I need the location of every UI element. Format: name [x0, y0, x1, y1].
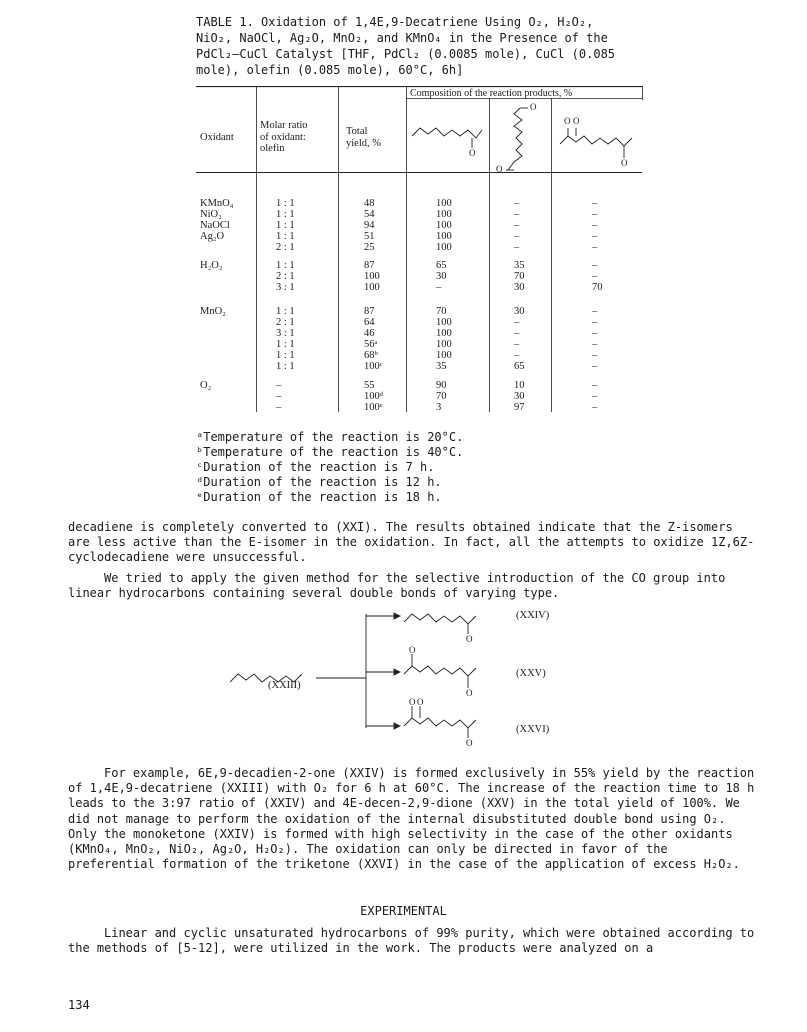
table-cell-yield: 100ᵈ	[364, 391, 384, 402]
table-cell-col-a: 100	[436, 350, 452, 361]
table-cell-col-a: 100	[436, 198, 452, 209]
xxvi-oxo-1: O	[409, 697, 416, 707]
table-cell-oxidant: O₂	[200, 380, 212, 391]
table-cell-col-a: 100	[436, 220, 452, 231]
page-number: 134	[68, 998, 90, 1012]
table-cell-col-a: 100	[436, 209, 452, 220]
footnote-e: ᵉDuration of the reaction is 18 h.	[196, 490, 442, 504]
paragraph-3: For example, 6E,9-decadien-2-one (XXIV) is formed exclusively in 55% yield by the reaction of 1,4E,9-decatriene (XXIII) with O₂ for 6 h at 60°C. The increase of the reaction time to 18 h leads to the 3:97 ratio of (XXIV) and 4E-decen-2,9-dione (XXV) in the total yield of 100%. We did not manage to perform the oxidation of the internal disubstituted double bond using O₂. Only the monoketone (XXIV) is formed with high selectivity in the case of the other oxidants (KMnO₄, MnO₂, NiO₂, Ag₂O, H₂O₂). The oxidation can only be directed in favor of the preferential formation of the triketone (XXVI) in the case of the application of excess H₂O₂.	[68, 766, 755, 872]
table-cell-yield: 51	[364, 231, 375, 242]
table-cell-yield: 100ᵉ	[364, 402, 383, 413]
table-cell-ratio: 1 : 1	[276, 209, 295, 220]
table-cell-yield: 68ᵇ	[364, 350, 378, 361]
table-cell-col-c: –	[592, 242, 598, 253]
paragraph-2: We tried to apply the given method for the selective introduction of the CO group into linear hydrocarbons containing several double bonds of varying type.	[68, 571, 726, 601]
table-cell-ratio: 1 : 1	[276, 350, 295, 361]
table-cell-col-b: –	[514, 339, 520, 350]
footnote-d: ᵈDuration of the reaction is 12 h.	[196, 475, 442, 489]
xxvi-oxo-3: O	[466, 738, 473, 748]
table-cell-ratio: 2 : 1	[276, 317, 295, 328]
product-b-oxo-top: O	[530, 102, 537, 112]
table-cell-col-c: –	[592, 328, 598, 339]
table-cell-col-a: 100	[436, 328, 452, 339]
table-cell-col-b: –	[514, 242, 520, 253]
table-cell-oxidant: NaOCl	[200, 220, 230, 231]
product-a-oxo: O	[469, 148, 476, 158]
table-cell-col-b: –	[514, 328, 520, 339]
table-cell-col-a: 70	[436, 391, 447, 402]
footnote-c: ᶜDuration of the reaction is 7 h.	[196, 460, 435, 474]
paragraph-4: Linear and cyclic unsaturated hydrocarbons of 99% purity, which were obtained according to the methods of [5-12], were utilized in the work. The products were analyzed on a	[68, 926, 755, 956]
header-composition: Composition of the reaction products, %	[410, 88, 573, 99]
table-cell-yield: 55	[364, 380, 375, 391]
table-cell-yield: 54	[364, 209, 375, 220]
header-total-yield: Total yield, %	[346, 126, 381, 149]
table-cell-col-b: 30	[514, 306, 525, 317]
label-xxv: (XXV)	[516, 668, 546, 679]
table-cell-col-a: 35	[436, 361, 447, 372]
table-cell-col-a: 3	[436, 402, 442, 413]
table-cell-col-b: –	[514, 220, 520, 231]
table-cell-ratio: 1 : 1	[276, 339, 295, 350]
table-cell-yield: 87	[364, 306, 375, 317]
product-c-oxo-3: O	[621, 158, 628, 168]
table-cell-col-c: –	[592, 350, 598, 361]
table-cell-col-c: –	[592, 231, 598, 242]
table-cell-ratio: 1 : 1	[276, 220, 295, 231]
footnote-b: ᵇTemperature of the reaction is 40°C.	[196, 445, 464, 459]
table-cell-ratio: –	[276, 391, 282, 402]
table-cell-oxidant: Ag₂O	[200, 231, 225, 242]
table-cell-oxidant: MnO₂	[200, 306, 226, 317]
table-cell-ratio: 1 : 1	[276, 231, 295, 242]
table-cell-col-a: 70	[436, 306, 447, 317]
table-cell-col-b: –	[514, 350, 520, 361]
table-cell-col-c: –	[592, 317, 598, 328]
table-cell-yield: 25	[364, 242, 375, 253]
table-cell-yield: 48	[364, 198, 375, 209]
xxiv-oxo: O	[466, 634, 473, 644]
table-cell-col-b: 70	[514, 271, 525, 282]
table-cell-col-c: –	[592, 220, 598, 231]
table-cell-oxidant: KMnO₄	[200, 198, 234, 209]
label-xxiii: (XXIII)	[268, 680, 301, 691]
table-cell-col-a: 90	[436, 380, 447, 391]
table-cell-ratio: 2 : 1	[276, 271, 295, 282]
product-b-oxo-bottom: O	[496, 164, 503, 174]
table-cell-yield: 100	[364, 282, 380, 293]
table-cell-col-b: 65	[514, 361, 525, 372]
table-cell-ratio: –	[276, 380, 282, 391]
table-cell-col-a: 100	[436, 317, 452, 328]
table-cell-col-c: –	[592, 271, 598, 282]
table-cell-col-b: 97	[514, 402, 525, 413]
table-cell-yield: 100	[364, 271, 380, 282]
table-cell-yield: 87	[364, 260, 375, 271]
label-xxiv: (XXIV)	[516, 610, 550, 621]
table-cell-col-b: –	[514, 209, 520, 220]
table-cell-col-b: –	[514, 231, 520, 242]
label-xxvi: (XXVI)	[516, 724, 550, 735]
table-cell-col-b: 35	[514, 260, 525, 271]
table-cell-col-a: 100	[436, 231, 452, 242]
header-molar-ratio: Molar ratio of oxidant: olefin	[260, 120, 308, 154]
product-c-oxo-2: O	[573, 116, 580, 126]
table-cell-col-c: –	[592, 209, 598, 220]
table-cell-col-b: –	[514, 317, 520, 328]
table-caption: TABLE 1. Oxidation of 1,4E,9-Decatriene Using O₂, H₂O₂, NiO₂, NaOCl, Ag₂O, MnO₂, and KMnO₄ in the Presence of the PdCl₂—CuCl Catalyst [THF, PdCl₂ (0.0085 mole), CuCl (0.085 mole), olefin (0.085 mole), 60°C, 6h]	[196, 15, 616, 77]
product-c-oxo-1: O	[564, 116, 571, 126]
table-cell-col-c: –	[592, 198, 598, 209]
table-cell-col-a: 30	[436, 271, 447, 282]
table-cell-ratio: 1 : 1	[276, 306, 295, 317]
table-cell-col-c: –	[592, 260, 598, 271]
xxv-oxo-2: O	[466, 688, 473, 698]
table-cell-col-b: 30	[514, 282, 525, 293]
footnote-a: ᵃTemperature of the reaction is 20°C.	[196, 430, 464, 444]
paragraph-1: decadiene is completely converted to (XXI). The results obtained indicate that the Z-isomers are less active than the E-isomer in the oxidation. In fact, all the attempts to oxidize 1Z,6Z-cyclodecadiene were unsuccessful.	[68, 520, 755, 565]
table-cell-ratio: 2 : 1	[276, 242, 295, 253]
table-cell-col-b: 10	[514, 380, 525, 391]
table-cell-col-c: 70	[592, 282, 603, 293]
table-cell-yield: 64	[364, 317, 375, 328]
table-cell-col-a: 100	[436, 339, 452, 350]
table-cell-ratio: 1 : 1	[276, 260, 295, 271]
table-cell-ratio: 3 : 1	[276, 282, 295, 293]
table-cell-col-b: –	[514, 198, 520, 209]
xxvi-oxo-2: O	[417, 697, 424, 707]
section-title-experimental: EXPERIMENTAL	[360, 904, 447, 918]
table-cell-col-a: –	[436, 282, 442, 293]
table-cell-yield: 56ᵃ	[364, 339, 378, 350]
table-cell-yield: 100ᶜ	[364, 361, 383, 372]
table-cell-oxidant: H₂O₂	[200, 260, 223, 271]
table-cell-col-a: 100	[436, 242, 452, 253]
table-cell-yield: 94	[364, 220, 375, 231]
xxv-oxo-1: O	[409, 645, 416, 655]
table-cell-yield: 46	[364, 328, 375, 339]
table-cell-ratio: –	[276, 402, 282, 413]
table-cell-ratio: 3 : 1	[276, 328, 295, 339]
table-cell-col-b: 30	[514, 391, 525, 402]
table-cell-col-c: –	[592, 306, 598, 317]
table-cell-col-c: –	[592, 380, 598, 391]
table-cell-col-c: –	[592, 361, 598, 372]
table-cell-col-c: –	[592, 402, 598, 413]
table-cell-col-c: –	[592, 391, 598, 402]
table-cell-ratio: 1 : 1	[276, 198, 295, 209]
table-cell-ratio: 1 : 1	[276, 361, 295, 372]
header-oxidant: Oxidant	[200, 132, 234, 143]
table-cell-col-c: –	[592, 339, 598, 350]
table-cell-col-a: 65	[436, 260, 447, 271]
table-cell-oxidant: NiO₂	[200, 209, 222, 220]
